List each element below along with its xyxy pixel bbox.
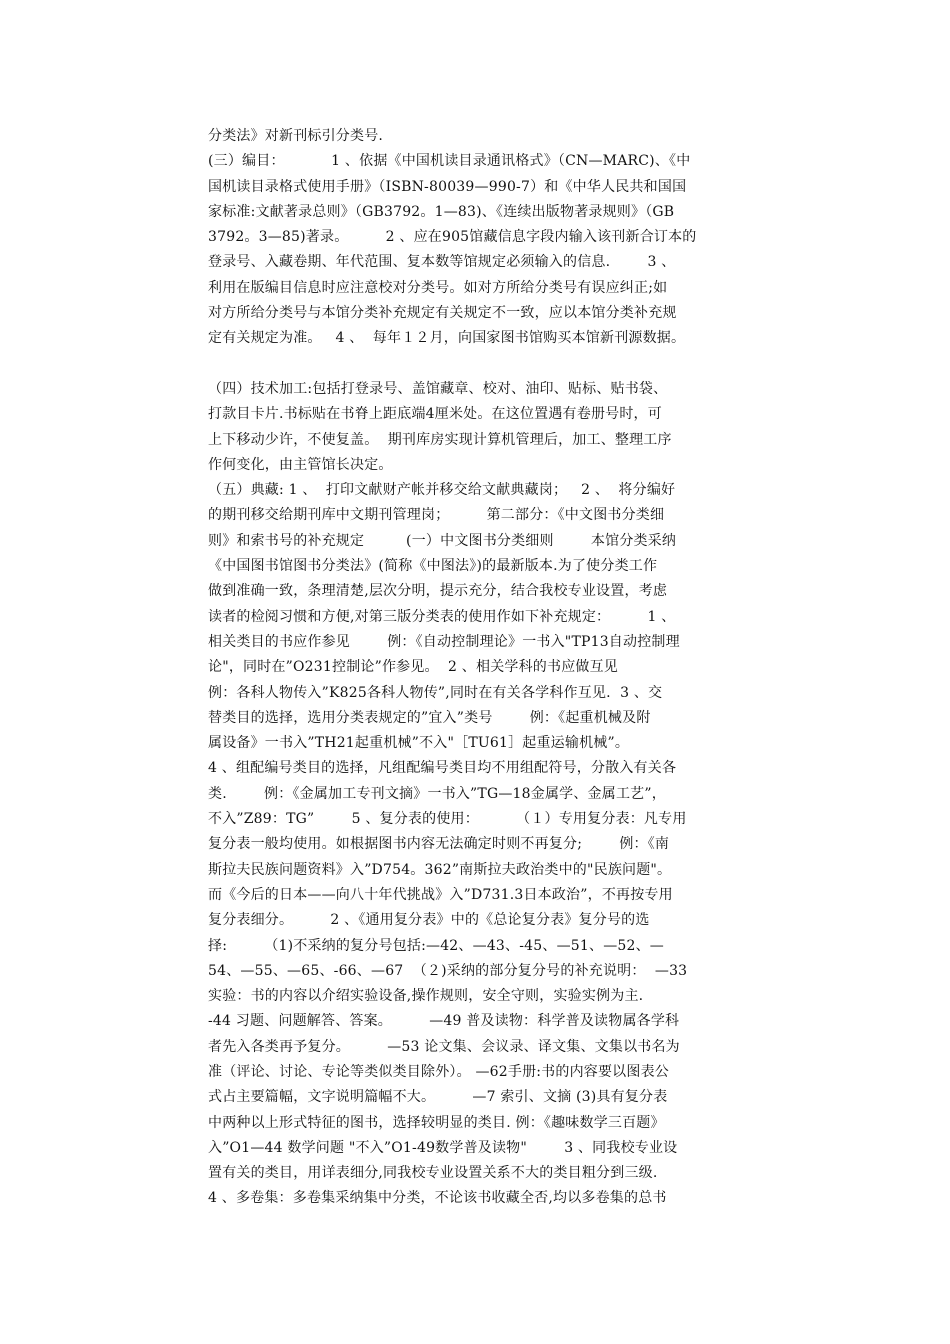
text-line: 类. 例：《金属加工专刊文摘》一书入”TG—18金属学、金属工艺”， [208, 785, 666, 802]
text-line: 家标准:文献著录总则》（GB3792。1—83)、《连续出版物著录规则》（GB [208, 203, 675, 220]
text-line: 式占主要篇幅，文字说明篇幅不大。 —7 索引、文摘 (3)具有复分表 [208, 1089, 668, 1106]
document-body [208, 124, 748, 1212]
text-line: 54、—55、—65、-66、—67 （２)采纳的部分复分号的补充说明： —33 [208, 962, 688, 979]
text-line: 复分表细分。 2 、《通用复分表》中的《总论复分表》复分号的选 [208, 912, 650, 929]
text-line: 斯拉夫民族问题资料》入”D754。362”南斯拉夫政治类中的"民族问题"。 [208, 861, 672, 878]
text-line: 读者的检阅习惯和方便,对第三版分类表的使用作如下补充规定： 1 、 [208, 608, 676, 625]
text-line: 中两种以上形式特征的图书，选择较明显的类目. 例：《趣味数学三百题》 [208, 1114, 665, 1131]
text-line: 分类法》对新刊标引分类号. [208, 128, 384, 144]
text-line: 入”O1—44 数学问题 "不入”O1-49数学普及读物" 3 、同我校专业设 [208, 1139, 678, 1156]
text-line: 对方所给分类号与本馆分类补充规定有关规定不一致，应以本馆分类补充规 [208, 305, 677, 322]
text-line: -44 习题、问题解答、答案。 —49 普及读物：科学普及读物属各学科 [208, 1013, 680, 1030]
text-line: (三）编目： 1 、依据《中国机读目录通讯格式》（CN—MARC)、《中 [208, 153, 691, 170]
text-line: 做到准确一致，条理清楚,层次分明，提示充分，结合我校专业设置，考虑 [208, 583, 668, 600]
text-line: 打款目卡片.书标贴在书脊上距底端4厘米处。在这位置遇有卷册号时，可 [208, 406, 662, 423]
text-line: 例：各科人物传入”K825各科人物传”,同时在有关各学科作互见. 3 、交 [208, 684, 663, 701]
text-line: 准（评论、讨论、专论等类似类目除外）。 —62手册:书的内容要以图表公 [208, 1063, 669, 1080]
paragraph-gap [208, 352, 748, 377]
text-line: 4 、多卷集：多卷集采纳集中分类，不论该书收藏全否,均以多卷集的总书 [208, 1190, 667, 1207]
text-line: 登录号、入藏卷期、年代范围、复本数等馆规定必须输入的信息. 3 、 [208, 254, 676, 271]
text-line: 3792。3—85)著录。 2 、应在905馆藏信息字段内输入该刊新合订本的 [208, 229, 697, 246]
text-line: 复分表一般均使用。如根据图书内容无法确定时则不再复分; 例：《南 [208, 836, 670, 853]
text-line: 者先入各类再予复分。 —53 论文集、会议录、译文集、文集以书名为 [208, 1038, 680, 1055]
text-line: 相关类目的书应作参见 例：《自动控制理论》一书入"TP13自动控制理 [208, 633, 680, 650]
text-line: 的期刊移交给期刊库中文期刊管理岗； 第二部分：《中文图书分类细 [208, 507, 665, 524]
text-line: 则》和索书号的补充规定 (一）中文图书分类细则 本馆分类采纳 [208, 532, 677, 549]
text-line: 作何变化，由主管馆长决定。 [208, 456, 393, 473]
text-line: 4 、组配编号类目的选择，凡组配编号类目均不用组配符号，分散入有关各 [208, 760, 677, 777]
text-line: 实验：书的内容以介绍实验设备,操作规则，安全守则，实验实例为主. [208, 988, 644, 1005]
text-line: 论"，同时在”O231控制论”作参见。 2 、相关学科的书应做互见 [208, 659, 619, 676]
text-line: 置有关的类目，用详表细分,同我校专业设置关系不大的类目粗分到三级. [208, 1165, 658, 1182]
text-line: 国机读目录格式使用手册》（ISBN-80039—990-7）和《中华人民共和国国 [208, 178, 687, 195]
text-line: 替类目的选择，选用分类表规定的”宜入”类号 例：《起重机械及附 [208, 709, 651, 726]
text-line: 择: （1)不采纳的复分号包括:—42、—43、-45、—51、—52、— [208, 937, 665, 954]
text-line: 上下移动少许，不使复盖。 期刊库房实现计算机管理后，加工、整理工序 [208, 431, 672, 448]
text-line: 属设备》一书入”TH21起重机械”不入"［TU61］起重运输机械”。 [208, 735, 630, 752]
text-line: （五）典藏: 1 、 打印文献财产帐并移交给文献典藏岗； 2 、 将分编好 [208, 482, 676, 499]
text-line: 而《今后的日本——向八十年代挑战》入”D731.3日本政治”，不再按专用 [208, 886, 673, 903]
text-line: 利用在版编目信息时应注意校对分类号。如对方所给分类号有误应纠正;如 [208, 279, 668, 296]
text-line: 不入”Z89：TG” 5 、复分表的使用： （１）专用复分表：凡专用 [208, 811, 687, 828]
text-line: 定有关规定为准。 4 、 每年１２月，向国家图书馆购买本馆新刊源数据。 [208, 330, 686, 347]
text-line: （四）技术加工:包括打登录号、盖馆藏章、校对、油印、贴标、贴书袋、 [208, 380, 668, 397]
text-line: 《中国图书馆图书分类法》(简称《中图法》)的最新版本.为了使分类工作 [208, 558, 658, 575]
